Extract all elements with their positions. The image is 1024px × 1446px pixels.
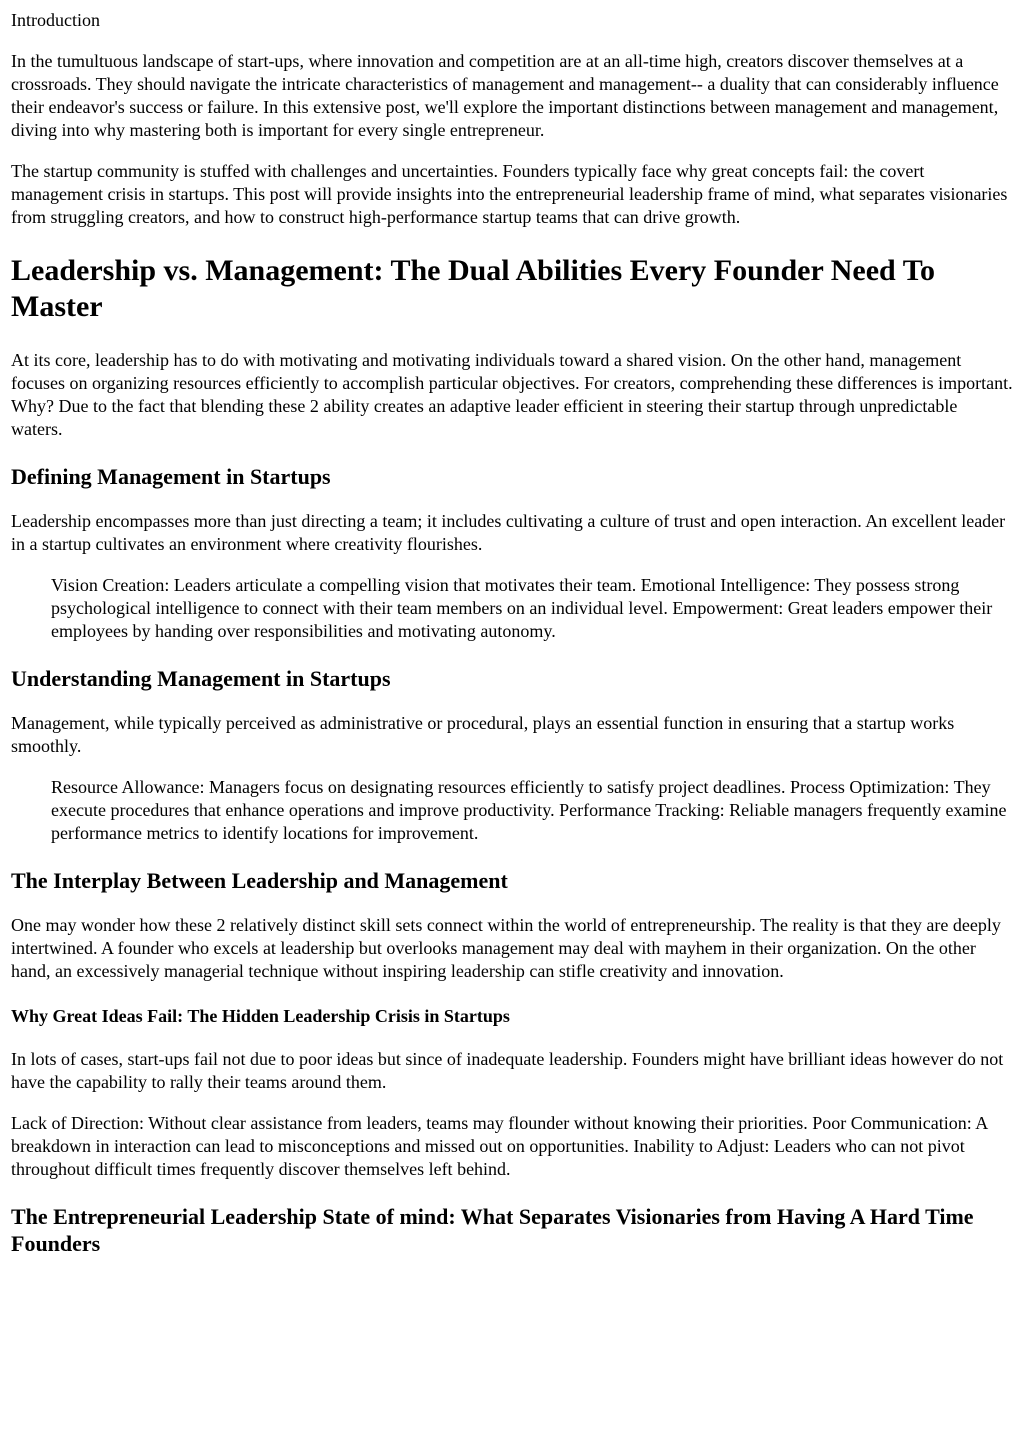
mindset-heading: The Entrepreneurial Leadership State of mind: What Separates Visionaries from Having A Hard Time Founders (11, 1204, 974, 1256)
why-fail-paragraph-2: Lack of Direction: Without clear assistance from leaders, teams may flounder without knowing their priorities. Poor Communication: A breakdown in interaction can lead to misconceptions and missed out on opportunities. Inability to Adjust: Leaders who can not pivot throughout difficult times frequently discover themselves left behind. (11, 1113, 988, 1179)
intro-paragraph-2: The startup community is stuffed with challenges and uncertainties. Founders typically face why great concepts fail: the covert management crisis in startups. This post will provide insights into the entrepreneurial leadership frame of mind, what separates visionaries from struggling creators, and how to construct high-performance startup teams that can drive growth. (11, 161, 1008, 227)
defining-paragraph: Leadership encompasses more than just directing a team; it includes cultivating a culture of trust and open interaction. An excellent leader in a startup cultivates an environment where creativity flourishes. (11, 511, 1006, 554)
intro-paragraph-1: In the tumultuous landscape of start-ups, where innovation and competition are at an all-time high, creators discover themselves at a crossroads. They should navigate the intricate characteristics of management and management-- a duality that can considerably influence their endeavor's success or failure. In this extensive post, we'll explore the important distinctions between management and management, diving into why mastering both is important for every single entrepreneur. (11, 51, 999, 140)
understanding-paragraph: Management, while typically perceived as administrative or procedural, plays an essential function in ensuring that a startup works smoothly. (11, 713, 955, 756)
intro-label: Introduction (11, 10, 100, 30)
interplay-paragraph: One may wonder how these 2 relatively distinct skill sets connect within the world of entrepreneurship. The reality is that they are deeply intertwined. A founder who excels at leadership but overlooks management may deal with mayhem in their organization. On the other hand, an excessively managerial technique without inspiring leadership can stifle creativity and innovation. (11, 915, 1001, 981)
interplay-heading: The Interplay Between Leadership and Management (11, 868, 508, 893)
why-fail-paragraph-1: In lots of cases, start-ups fail not due to poor ideas but since of inadequate leadership. Founders might have brilliant ideas however do not have the capability to rally their teams around them. (11, 1049, 1004, 1092)
main-paragraph: At its core, leadership has to do with motivating and motivating individuals toward a shared vision. On the other hand, management focuses on organizing resources efficiently to accomplish particular objectives. For creators, comprehending these differences is important. Why? Due to the fact that blending these 2 ability creates an adaptive leader efficient in steering their startup through unpredictable waters. (11, 350, 1013, 439)
understanding-heading: Understanding Management in Startups (11, 666, 391, 691)
why-fail-heading: Why Great Ideas Fail: The Hidden Leadership Crisis in Startups (11, 1006, 510, 1026)
defining-quote: Vision Creation: Leaders articulate a compelling vision that motivates their team. Emotional Intelligence: They possess strong psychological intelligence to connect with their team members on an individual level. Empowerment: Great leaders empower their employees by handing over responsibilities and motivating autonomy. (51, 575, 993, 641)
understanding-quote: Resource Allowance: Managers focus on designating resources efficiently to satisfy project deadlines. Process Optimization: They execute procedures that enhance operations and improve productivity. Performance Tracking: Reliable managers frequently examine performance metrics to identify locations for improvement. (51, 777, 1007, 843)
main-heading: Leadership vs. Management: The Dual Abilities Every Founder Need To Master (11, 254, 935, 323)
defining-heading: Defining Management in Startups (11, 464, 331, 489)
